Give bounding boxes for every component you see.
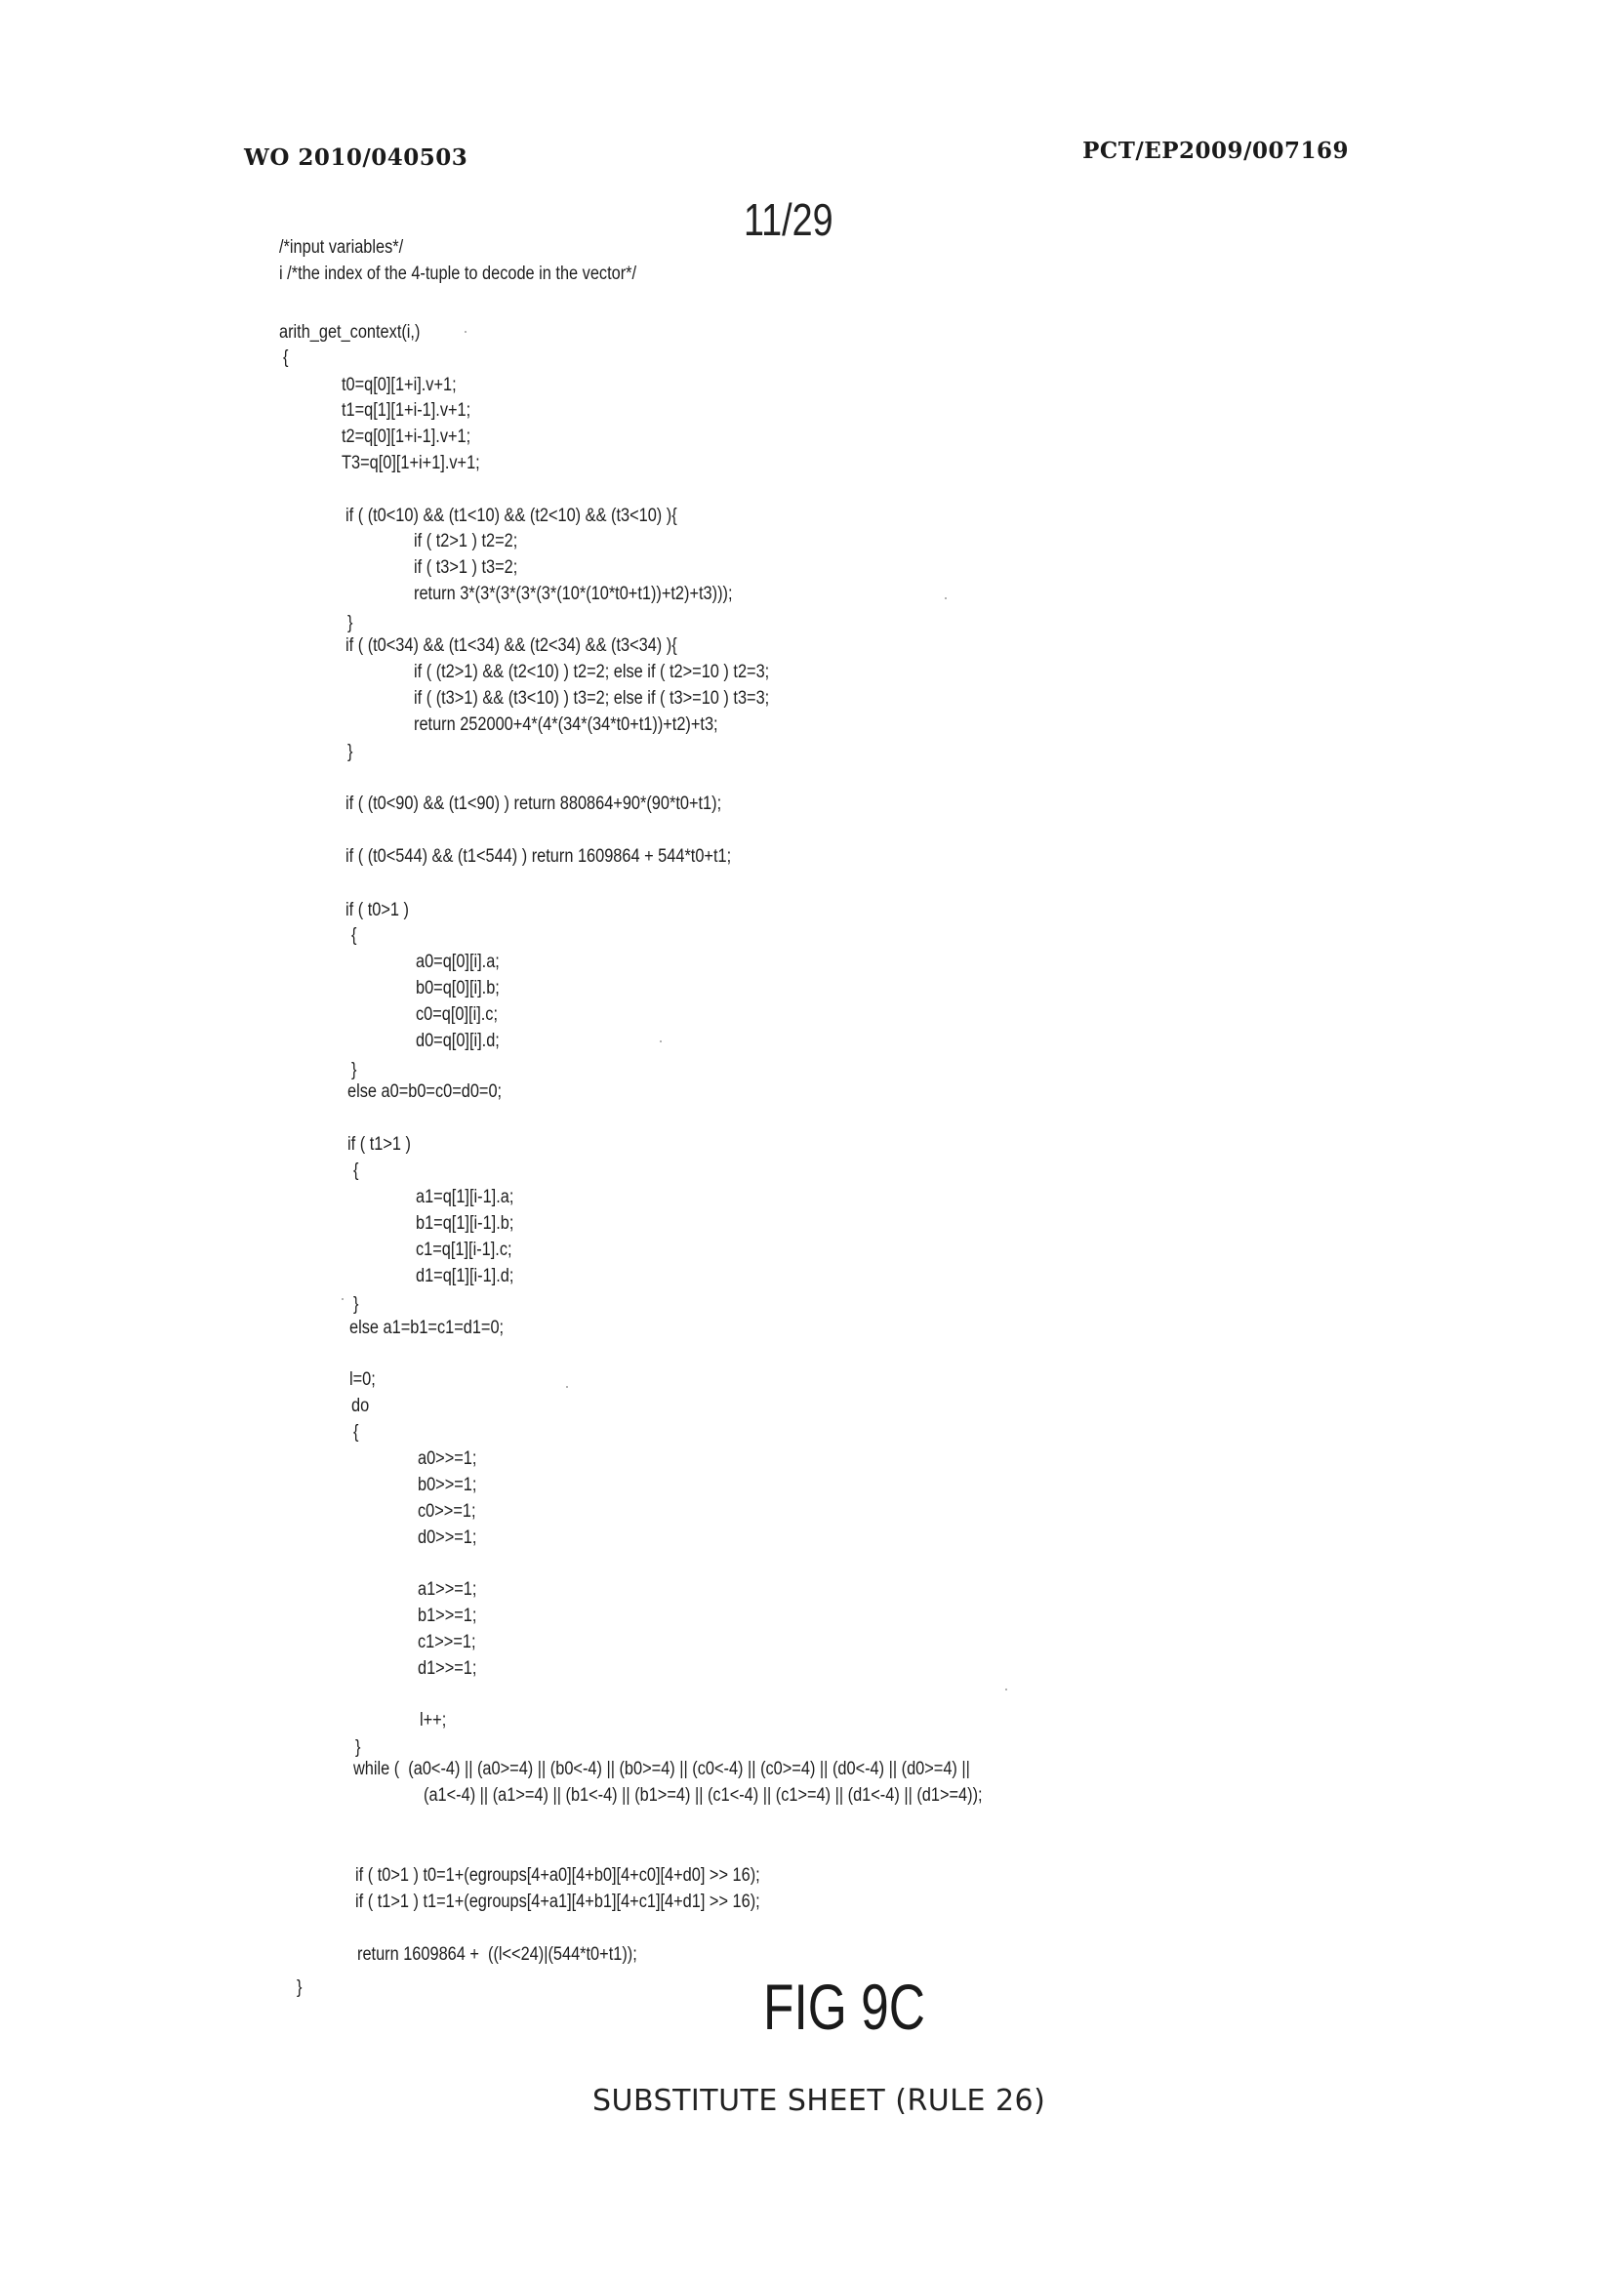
publication-number: WO 2010/040503 [244,144,468,171]
code-line: return 252000+4*(4*(34*(34*t0+t1))+t2)+t3; [414,714,718,735]
code-line: } [351,1060,357,1080]
code-line: else a1=b1=c1=d1=0; [349,1318,505,1338]
code-line: do [351,1396,370,1416]
code-line: b0>>=1; [418,1475,477,1495]
code-line: (a1<-4) || (a1>=4) || (b1<-4) || (b1>=4) || (c1<-4) || (c1>=4) || (d1<-4) || (d1>=4)); [424,1785,983,1806]
code-line: } [347,613,353,633]
code-line: if ( (t0<90) && (t1<90) ) return 880864+90*(90*t0+t1); [345,794,722,814]
code-line: d0=q[0][i].d; [416,1031,500,1051]
scan-speck [945,597,947,599]
code-line: } [347,742,353,762]
code-line: d1=q[1][i-1].d; [416,1266,514,1286]
scan-speck [342,1298,344,1300]
code-line: b0=q[0][i].b; [416,978,500,998]
code-line: a1=q[1][i-1].a; [416,1187,514,1207]
scan-speck [1005,1689,1007,1690]
scan-speck [660,1040,662,1042]
code-line: t2=q[0][1+i-1].v+1; [342,427,471,447]
code-line: T3=q[0][1+i+1].v+1; [342,453,480,473]
code-line: arith_get_context(i,) [279,322,421,343]
code-line: c0=q[0][i].c; [416,1004,499,1025]
code-line: c0>>=1; [418,1501,476,1522]
code-line: { [283,347,289,368]
code-line: t0=q[0][1+i].v+1; [342,375,457,395]
code-line: if ( t0>1 ) [345,900,409,920]
code-line: a0>>=1; [418,1448,477,1469]
code-line: b1=q[1][i-1].b; [416,1213,514,1234]
figure-label: FIG 9C [763,1971,925,2043]
code-line: if ( t1>1 ) [347,1134,411,1155]
code-line: if ( (t3>1) && (t3<10) ) t3=2; else if ( t3>=10 ) t3=3; [414,688,770,709]
code-line: if ( (t0<544) && (t1<544) ) return 1609864 + 544*t0+t1; [345,846,732,867]
code-line: a0=q[0][i].a; [416,952,500,972]
sheet-number: 11/29 [744,194,833,245]
code-line: if ( t3>1 ) t3=2; [414,557,518,578]
code-line: return 3*(3*(3*(3*(3*(10*(10*t0+t1))+t2)+t3))); [414,584,733,604]
code-line: return 1609864 + ((l<<24)|(544*t0+t1)); [357,1944,637,1965]
code-line: { [353,1422,359,1443]
code-line: a1>>=1; [418,1579,477,1600]
code-line: if ( t0>1 ) t0=1+(egroups[4+a0][4+b0][4+c0][4+d0] >> 16); [355,1865,760,1886]
application-number: PCT/EP2009/007169 [1082,138,1349,164]
code-line: else a0=b0=c0=d0=0; [347,1081,503,1102]
code-line: } [297,1977,303,1998]
code-line: d1>>=1; [418,1658,477,1679]
code-line: if ( (t0<10) && (t1<10) && (t2<10) && (t3<10) ){ [345,506,677,526]
code-line: b1>>=1; [418,1606,477,1626]
code-line: /*input variables*/ [279,237,404,258]
footer-note: SUBSTITUTE SHEET (RULE 26) [592,2084,1046,2118]
scan-speck [465,331,467,333]
code-line: l=0; [349,1369,376,1390]
code-line: if ( t1>1 ) t1=1+(egroups[4+a1][4+b1][4+c1][4+d1] >> 16); [355,1892,760,1912]
code-line: { [351,925,357,946]
code-line: if ( (t2>1) && (t2<10) ) t2=2; else if ( t2>=10 ) t2=3; [414,662,770,682]
code-line: t1=q[1][1+i-1].v+1; [342,400,471,421]
code-line: } [353,1294,359,1315]
code-line: } [355,1737,361,1758]
code-line: c1>>=1; [418,1632,476,1652]
code-line: { [353,1160,359,1181]
scan-speck [566,1386,568,1388]
code-line: if ( (t0<34) && (t1<34) && (t2<34) && (t3<34) ){ [345,635,677,656]
code-line: if ( t2>1 ) t2=2; [414,531,518,551]
code-line: d0>>=1; [418,1527,477,1548]
code-line: while ( (a0<-4) || (a0>=4) || (b0<-4) || (b0>=4) || (c0<-4) || (c0>=4) || (d0<-4) || (d0>=4) || [353,1759,970,1779]
code-line: l++; [420,1710,447,1730]
code-line: c1=q[1][i-1].c; [416,1240,512,1260]
code-line: i /*the index of the 4-tuple to decode in the vector*/ [279,264,637,284]
